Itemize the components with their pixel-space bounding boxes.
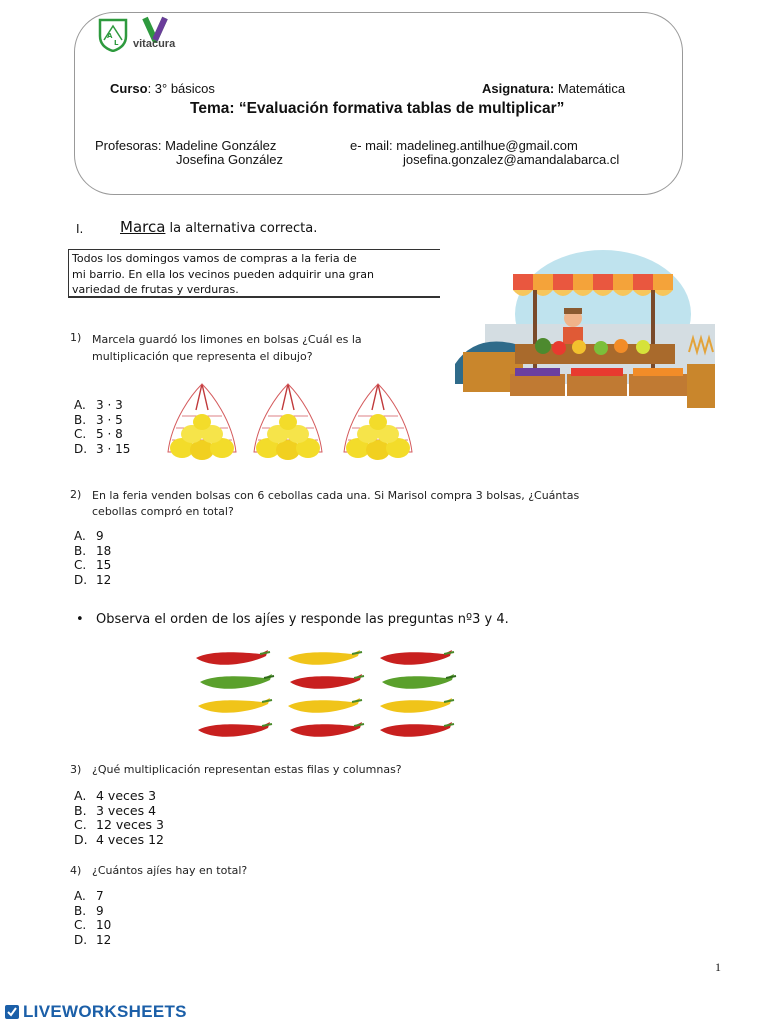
option-3c[interactable] [74,818,164,833]
story-line-3: variedad de frutas y verduras. [72,283,239,296]
footer-brand-text: LIVEWORKSHEETS [23,1002,187,1021]
option-2c[interactable] [74,558,111,573]
option-text: 9 [96,903,104,918]
question-4-options [74,889,111,947]
option-1a[interactable] [74,398,130,413]
question-3-options [74,789,164,847]
option-key: C. [74,918,87,932]
story-line-1: Todos los domingos vamos de compras a la feria de [72,252,357,265]
option-key: A. [74,788,87,803]
section-numeral: I. [76,222,84,236]
option-key: B. [74,543,87,558]
bullet-note-text: Observa el orden de los ajíes y responde las preguntas nº3 y 4. [96,612,509,627]
option-text: 12 [96,572,112,587]
question-2-options [74,529,111,587]
option-text: 9 [96,529,104,543]
svg-text:L: L [114,39,119,47]
tema-line [190,100,564,118]
curso-value: : 3° básicos [147,81,215,96]
question-1-line-2: multiplicación que representa el dibujo? [92,350,313,363]
option-text: 15 [96,558,112,572]
tema-value: “Evaluación formativa tablas de multiplicar” [238,100,565,117]
chili-column-2 [288,650,364,737]
option-key: D. [74,932,88,947]
teacher-2: Josefina González [176,152,283,167]
option-text: 3 veces 4 [96,802,157,818]
question-2-text [92,488,579,520]
email-1: madelineg.antilhue@gmail.com [396,138,578,153]
email-line [350,138,578,153]
option-text: 12 [96,932,112,947]
option-key: C. [74,817,87,832]
option-1c[interactable] [74,427,130,442]
option-text: 18 [96,543,112,558]
option-2d[interactable] [74,573,111,588]
email-label: e- mail: [350,138,393,153]
option-text: 3 · 5 [96,412,123,427]
tema-label: Tema: [190,100,235,117]
question-3-text: ¿Qué multiplicación representan estas filas y columnas? [92,763,402,776]
lemon-bags-image [162,374,442,466]
question-3-number: 3) [70,763,82,776]
story-box [68,249,440,297]
option-1b[interactable] [74,413,130,428]
option-3b[interactable] [74,804,164,819]
curso-label: Curso [110,81,148,96]
option-key: C. [74,558,87,572]
footer-brand[interactable] [4,1001,187,1023]
option-3d[interactable] [74,833,164,848]
market-stall-illustration [455,244,725,424]
section-instruction [120,218,317,236]
asignatura-line [482,81,625,96]
liveworksheets-logo-icon [4,1004,20,1020]
chilies-grid-image [188,640,468,750]
option-text: 7 [96,889,104,903]
bullet-icon: • [76,612,84,627]
question-1-text [92,331,362,365]
option-key: B. [74,802,87,818]
option-4c[interactable] [74,918,111,933]
question-2-line-2: cebollas compró en total? [92,505,234,518]
vitacura-logo [133,16,185,56]
school-shield-logo [98,18,128,52]
option-key: D. [74,831,88,847]
profesoras-line [95,138,276,153]
option-text: 4 veces 12 [96,831,164,847]
question-1-line-1: Marcela guardó los limones en bolsas ¿Cuál es la [92,333,362,346]
vitacura-wordmark: vitacura [133,38,176,50]
option-2a[interactable] [74,529,111,544]
teacher-1: Madeline González [165,138,277,153]
question-4-number: 4) [70,864,82,877]
option-key: A. [74,529,86,543]
instruction-rest: la alternativa correcta. [165,221,318,236]
option-key: B. [74,903,87,918]
question-2-number: 2) [70,488,82,501]
question-1-options [74,398,130,456]
email-2: josefina.gonzalez@amandalabarca.cl [403,152,620,167]
chili-column-3 [380,650,456,737]
option-key: C. [74,427,87,441]
chili-column-1 [196,650,274,737]
bullet-note [76,612,509,627]
option-3a[interactable] [74,789,164,804]
asignatura-value: Matemática [557,81,626,96]
question-1-number: 1) [70,331,82,344]
curso-line [110,81,215,96]
story-line-2: mi barrio. En ella los vecinos pueden adquirir una gran [72,267,374,281]
asignatura-label: Asignatura: [482,81,555,96]
option-text: 10 [96,918,112,932]
option-2b[interactable] [74,544,111,559]
option-4a[interactable] [74,889,111,904]
option-text: 4 veces 3 [96,788,157,803]
option-4d[interactable] [74,933,111,948]
option-key: D. [74,441,88,456]
option-text: 3 · 3 [96,398,123,412]
option-key: A. [74,889,86,903]
story-underline [68,297,440,298]
option-text: 12 veces 3 [96,817,164,832]
option-1d[interactable] [74,442,130,457]
question-4-text: ¿Cuántos ajíes hay en total? [92,864,248,877]
option-4b[interactable] [74,904,111,919]
instruction-bold: Marca [120,218,166,236]
profesoras-label: Profesoras: [95,138,162,153]
option-key: D. [74,572,88,587]
option-key: B. [74,412,87,427]
option-text: 3 · 15 [96,441,131,456]
option-text: 5 · 8 [96,427,123,441]
option-key: A. [74,398,86,412]
question-2-line-1: En la feria venden bolsas con 6 cebollas cada una. Si Marisol compra 3 bolsas, ¿Cuántas [92,489,580,502]
svg-text:A: A [107,32,113,40]
page-number: 1 [715,960,721,974]
